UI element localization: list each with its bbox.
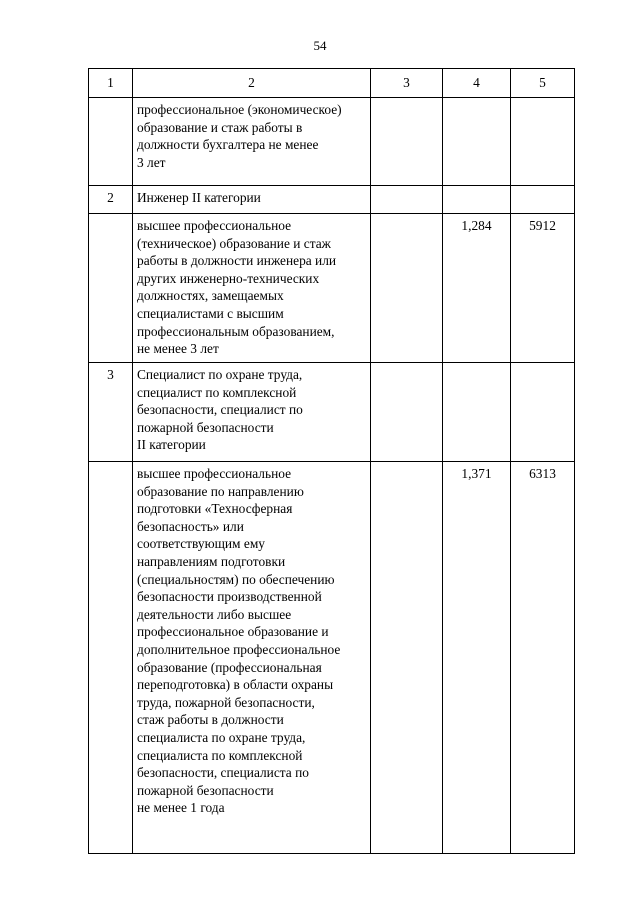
requirements-cell: высшее профессиональное (техническое) образование и стаж работы в должности инженера или других инженерно-технических должностях, замещаемых специалистами с высшим профессиональным образованием, не менее 3 лет — [133, 214, 371, 363]
table-row — [89, 363, 575, 462]
row-number-cell — [89, 462, 133, 854]
header-cell: 1 — [89, 69, 133, 98]
coefficient-cell — [443, 98, 511, 186]
coefficient-cell: 1,284 — [443, 214, 511, 363]
column-3-cell — [371, 186, 443, 214]
page-number: 54 — [313, 38, 327, 53]
row-number-cell — [89, 98, 133, 186]
row-number-cell — [89, 214, 133, 363]
row-number-cell: 2 — [89, 186, 133, 214]
header-cell: 2 — [133, 69, 371, 98]
table-row — [89, 186, 575, 214]
header-cell: 3 — [371, 69, 443, 98]
position-title-cell: Инженер II категории — [133, 186, 371, 214]
position-title-cell: Специалист по охране труда, специалист по комплексной безопасности, специалист по пожарной безопасности II категории — [133, 363, 371, 462]
salary-cell: 6313 — [511, 462, 575, 854]
requirements-cell: профессиональное (экономическое) образование и стаж работы в должности бухгалтера не менее 3 лет — [133, 98, 371, 186]
column-3-cell — [371, 214, 443, 363]
positions-table — [88, 68, 575, 854]
table-row — [89, 462, 575, 854]
salary-cell: 5912 — [511, 214, 575, 363]
salary-cell — [511, 98, 575, 186]
requirements-cell: высшее профессиональное образование по направлению подготовки «Техносферная безопасность» или соответствующим ему направлениям подготовки (специальностям) по обеспечению безопасности производственной деятельности либо высшее профессиональное образование и дополнительное профессиональное образование (профессиональная переподготовка) в области охраны труда, пожарной безопасности, стаж работы в должности специалиста по охране труда, специалиста по комплексной безопасности, специалиста по пожарной безопасности не менее 1 года — [133, 462, 371, 854]
coefficient-cell — [443, 186, 511, 214]
table-row — [89, 214, 575, 363]
header-cell: 4 — [443, 69, 511, 98]
salary-cell — [511, 363, 575, 462]
row-number-cell: 3 — [89, 363, 133, 462]
column-3-cell — [371, 98, 443, 186]
column-3-cell — [371, 363, 443, 462]
table-row — [89, 98, 575, 186]
coefficient-cell: 1,371 — [443, 462, 511, 854]
column-3-cell — [371, 462, 443, 854]
table-header-row — [89, 69, 575, 98]
salary-cell — [511, 186, 575, 214]
header-cell: 5 — [511, 69, 575, 98]
coefficient-cell — [443, 363, 511, 462]
